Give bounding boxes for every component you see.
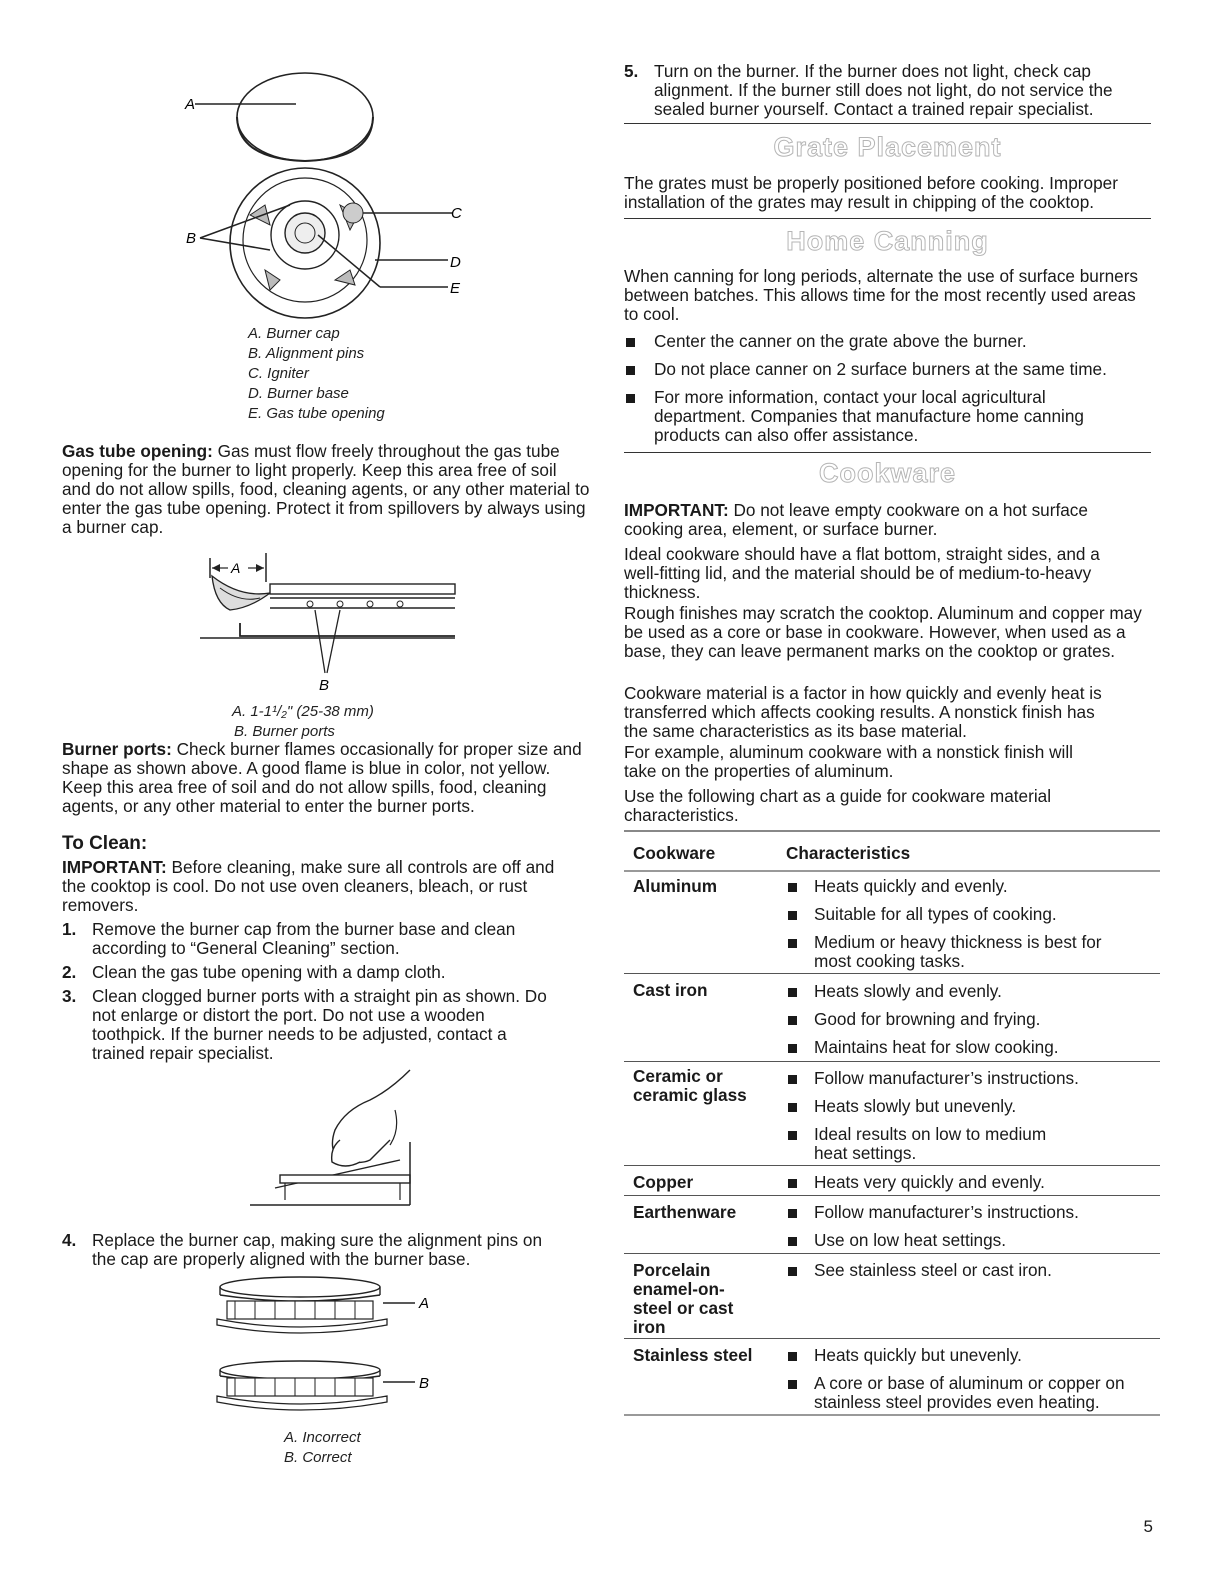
bullet-icon bbox=[788, 1016, 797, 1025]
burner-diagram bbox=[170, 55, 490, 325]
table-header-characteristics: Characteristics bbox=[786, 843, 911, 863]
table-item: Heats very quickly and evenly. bbox=[814, 1172, 1045, 1192]
fig2-captions bbox=[232, 702, 374, 742]
table-item: Medium or heavy thickness is best for most cooking tasks. bbox=[814, 932, 1102, 971]
step-number: 5. bbox=[624, 61, 639, 81]
to-clean-important bbox=[62, 858, 572, 915]
page-number: 5 bbox=[1143, 1517, 1153, 1536]
table-row-name: Earthenware bbox=[633, 1202, 737, 1222]
table-row-name: Aluminum bbox=[633, 876, 718, 896]
cookware-paragraph: For example, aluminum cookware with a nonstick finish will take on the properties of aluminum. bbox=[624, 742, 1073, 781]
burner-ports-paragraph bbox=[62, 740, 590, 816]
bullet-icon bbox=[788, 1179, 797, 1188]
step-text: Clean the gas tube opening with a damp cloth. bbox=[92, 962, 446, 982]
bullet-icon bbox=[626, 338, 635, 347]
bullet-icon bbox=[788, 1237, 797, 1246]
cookware-table bbox=[624, 830, 1160, 1420]
fig1-label-a: A bbox=[185, 96, 196, 113]
table-item: Heats slowly but unevenly. bbox=[814, 1096, 1017, 1116]
cap-correct bbox=[217, 1361, 429, 1410]
fig4-captions bbox=[284, 1428, 361, 1468]
caption: B. Burner ports bbox=[234, 723, 335, 740]
step-text: Remove the burner cap from the burner base and clean according to “General Cleaning” section. bbox=[92, 919, 516, 958]
table-rule bbox=[624, 1061, 1160, 1062]
important-lead: IMPORTANT: bbox=[624, 500, 729, 520]
important-text: Before cleaning, make sure all controls are off and the cooktop is cool. Do not use oven cleaners, bleach, or rust removers. bbox=[62, 857, 555, 915]
table-item: Follow manufacturer’s instructions. bbox=[814, 1068, 1079, 1088]
gas-tube-text: Gas must flow freely throughout the gas tube opening for the burner to light properly. Keep this area free of soil and do not allow spills, food, cleaning agents, or any other material to enter the gas tube opening. Protect it from spillovers by always using a burner cap. bbox=[62, 441, 590, 537]
table-rule bbox=[624, 870, 1160, 872]
table-item: See stainless steel or cast iron. bbox=[814, 1260, 1052, 1280]
important-lead: IMPORTANT: bbox=[62, 857, 167, 877]
table-rule bbox=[624, 973, 1160, 974]
cookware-important bbox=[624, 501, 1124, 539]
fig1-label-b: B bbox=[186, 230, 197, 247]
bullet-icon bbox=[788, 988, 797, 997]
fig4-label-a: A bbox=[419, 1295, 430, 1312]
table-item: A core or base of aluminum or copper on stainless steel provides even heating. bbox=[814, 1373, 1125, 1412]
flame-diagram bbox=[200, 548, 470, 698]
step-number: 4. bbox=[62, 1230, 77, 1250]
step-text: Clean clogged burner ports with a straight pin as shown. Do not enlarge or distort the port. Do not use a wooden toothpick. If the burner needs to be adjusted, contact a trained repair specialist. bbox=[92, 986, 547, 1063]
table-row-name: Cast iron bbox=[633, 980, 708, 1000]
bullet-icon bbox=[626, 394, 635, 403]
bullet-icon bbox=[788, 939, 797, 948]
burner-ports-text: Check burner flames occasionally for proper size and shape as shown above. A good flame is blue in color, not yellow. Keep this area free of soil and do not allow spills, food, cleaning agents, or any other material to enter the burner ports. bbox=[62, 739, 582, 816]
table-rule bbox=[624, 1165, 1160, 1166]
bullet-icon bbox=[788, 883, 797, 892]
caption: C. Igniter bbox=[248, 365, 309, 382]
bullet-icon bbox=[788, 1380, 797, 1389]
bullet-icon bbox=[788, 1131, 797, 1140]
fig2-label-b: B bbox=[319, 677, 330, 694]
table-item: Use on low heat settings. bbox=[814, 1230, 1007, 1250]
bullet-icon bbox=[626, 366, 635, 375]
section-divider bbox=[624, 218, 1151, 219]
cookware-paragraph: Cookware material is a factor in how quickly and evenly heat is transferred which affects cooking results. A nonstick finish has the same characteristics as its base material. bbox=[624, 683, 1102, 741]
step-number: 3. bbox=[62, 986, 77, 1006]
caption: E. Gas tube opening bbox=[248, 405, 385, 422]
bullet-icon bbox=[788, 1209, 797, 1218]
fig1-label-e: E bbox=[450, 280, 461, 297]
grate-text: The grates must be properly positioned before cooking. Improper installation of the grates may result in chipping of the cooktop. bbox=[624, 173, 1118, 212]
step-number: 1. bbox=[62, 919, 77, 939]
gas-tube-paragraph bbox=[62, 442, 590, 537]
bullet-icon bbox=[788, 1103, 797, 1112]
caption: A. Incorrect bbox=[284, 1429, 361, 1446]
canning-bullet: Center the canner on the grate above the burner. bbox=[654, 331, 1027, 351]
table-item: Maintains heat for slow cooking. bbox=[814, 1037, 1059, 1057]
fig1-captions bbox=[248, 324, 385, 424]
step-text: Replace the burner cap, making sure the alignment pins on the cap are properly aligned with the burner base. bbox=[92, 1230, 543, 1269]
step-text: Turn on the burner. If the burner does not light, check cap alignment. If the burner still does not light, do not service the sealed burner yourself. Contact a trained repair specialist. bbox=[654, 61, 1113, 119]
caption: D. Burner base bbox=[248, 385, 349, 402]
table-row-name: Copper bbox=[633, 1172, 694, 1192]
cap-alignment-diagram bbox=[215, 1275, 445, 1430]
grate-heading: Grate Placement bbox=[773, 132, 1002, 162]
section-divider bbox=[624, 452, 1151, 453]
fig4-label-b: B bbox=[419, 1375, 430, 1392]
fig1-label-c: C bbox=[451, 205, 462, 222]
important-text: Do not leave empty cookware on a hot surface cooking area, element, or surface burner. bbox=[624, 500, 1088, 539]
table-rule bbox=[624, 1414, 1160, 1416]
caption: B. Alignment pins bbox=[248, 345, 365, 362]
cookware-paragraph: Rough finishes may scratch the cooktop. Aluminum and copper may be used as a core or base in cookware. However, when used as a base, they can leave permanent marks on the cooktop or grates. bbox=[624, 603, 1142, 661]
burner-ports-lead: Burner ports: bbox=[62, 739, 172, 759]
table-rule bbox=[624, 1253, 1160, 1254]
cookware-paragraph: Use the following chart as a guide for cookware material characteristics. bbox=[624, 786, 1052, 825]
section-divider bbox=[624, 123, 1151, 124]
cookware-paragraph: Ideal cookware should have a flat bottom, straight sides, and a well-fitting lid, and the material should be of medium-to-heavy thickness. bbox=[624, 544, 1100, 602]
fig1-label-d: D bbox=[450, 254, 461, 271]
table-item: Good for browning and frying. bbox=[814, 1009, 1041, 1029]
table-row-name: Stainless steel bbox=[633, 1345, 753, 1365]
table-item: Heats quickly and evenly. bbox=[814, 876, 1008, 896]
canning-bullet: Do not place canner on 2 surface burners at the same time. bbox=[654, 359, 1107, 379]
bullet-icon bbox=[788, 1352, 797, 1361]
table-rule bbox=[624, 1195, 1160, 1196]
caption: B. Correct bbox=[284, 1449, 352, 1466]
table-row-name: Ceramic or ceramic glass bbox=[633, 1066, 747, 1105]
bullet-icon bbox=[788, 1075, 797, 1084]
table-item: Heats quickly but unevenly. bbox=[814, 1345, 1022, 1365]
bullet-icon bbox=[788, 1044, 797, 1053]
table-item: Ideal results on low to medium heat settings. bbox=[814, 1124, 1047, 1163]
table-header-cookware: Cookware bbox=[633, 843, 716, 863]
canning-bullet: For more information, contact your local agricultural department. Companies that manufacture home canning products can also offer assistance. bbox=[654, 387, 1084, 445]
caption: A. 1-1¹/₂" (25-38 mm) bbox=[232, 703, 374, 720]
table-item: Heats slowly and evenly. bbox=[814, 981, 1002, 1001]
canning-text: When canning for long periods, alternate the use of surface burners between batches. This allows time for the most recently used areas to cool. bbox=[624, 266, 1139, 324]
table-item: Suitable for all types of cooking. bbox=[814, 904, 1057, 924]
table-rule bbox=[624, 830, 1160, 832]
bullet-icon bbox=[788, 911, 797, 920]
bullet-icon bbox=[788, 1267, 797, 1276]
table-rule bbox=[624, 1338, 1160, 1339]
table-row-name: Porcelain enamel-on-steel or cast iron bbox=[633, 1260, 734, 1337]
caption: A. Burner cap bbox=[248, 325, 340, 342]
fig2-label-a: A bbox=[231, 560, 241, 576]
gas-tube-lead: Gas tube opening: bbox=[62, 441, 213, 461]
cap-incorrect bbox=[217, 1277, 429, 1333]
to-clean-heading: To Clean: bbox=[62, 833, 148, 854]
cookware-heading: Cookware bbox=[818, 458, 957, 488]
table-item: Follow manufacturer’s instructions. bbox=[814, 1202, 1079, 1222]
canning-heading: Home Canning bbox=[786, 226, 989, 256]
step-number: 2. bbox=[62, 962, 77, 982]
pin-cleaning-diagram bbox=[240, 1070, 440, 1210]
